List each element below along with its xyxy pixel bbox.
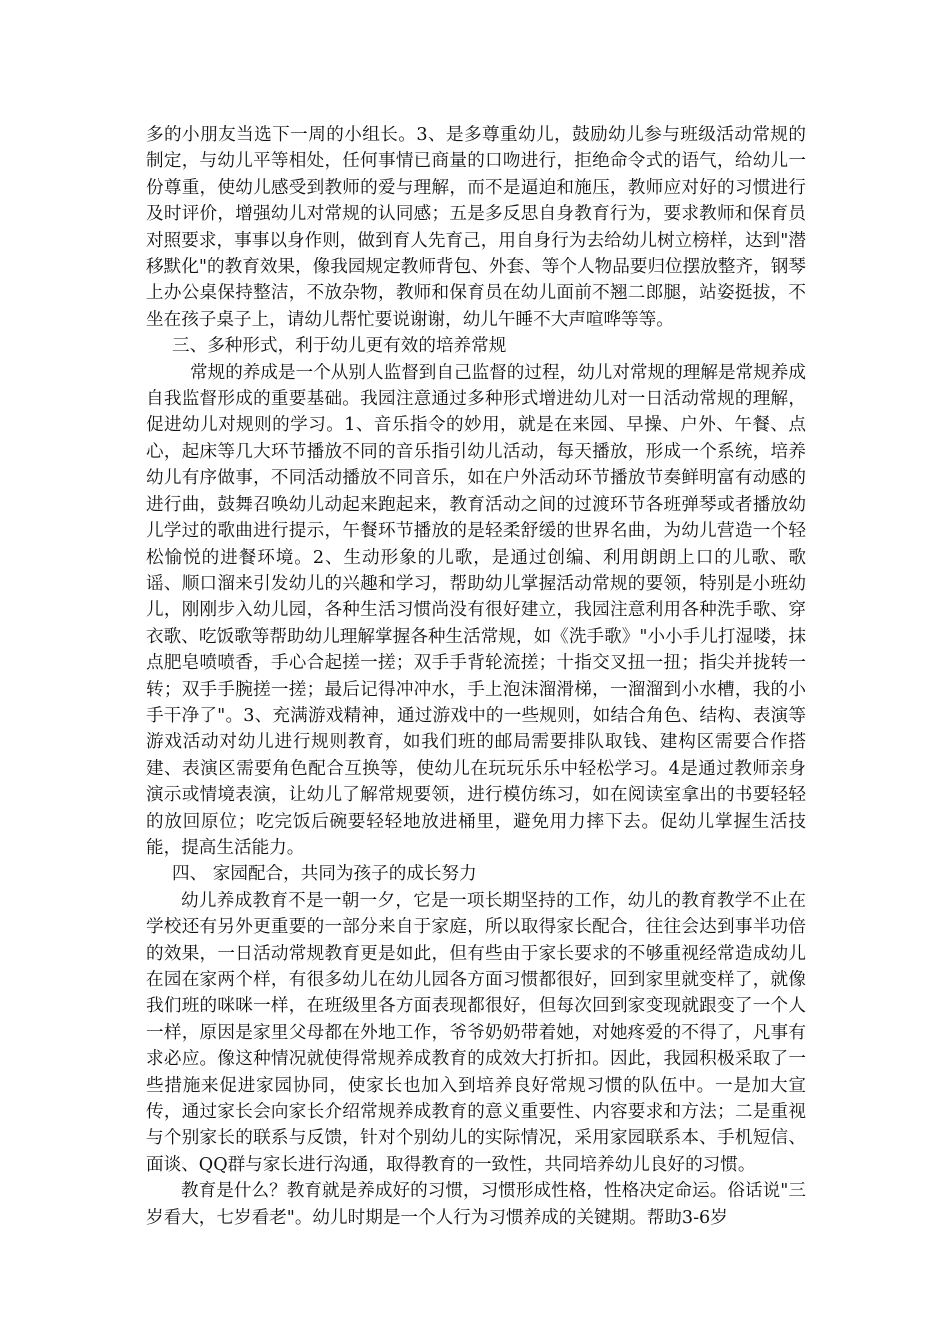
paragraph-education: 教育是什么？教育就是养成好的习惯，习惯形成性格，性格决定命运。俗话说"三岁看大，七岁看老"。幼儿时期是一个人行为习惯养成的关键期。帮助3-6岁 bbox=[146, 1181, 806, 1228]
paragraph-continuation: 多的小朋友当选下一周的小组长。3、是多尊重幼儿，鼓励幼儿参与班级活动常规的制定，与幼儿平等相处，任何事情已商量的口吻进行，拒绝命令式的语气，给幼儿一份尊重，使幼儿感受到教师的爱与理解，而不是逼迫和施压，教师应对好的习惯进行及时评价，增强幼儿对常规的认同感；五是多反思自身教育行为，要求教师和保育员对照要求，事事以身作则，做到育人先育己，用自身行为去给幼儿树立榜样，达到"潜移默化"的教育效果，像我园规定教师背包、外套、等个人物品要归位摆放整齐，钢琴上办公桌保持整洁，不放杂物，教师和保育员在幼儿面前不翘二郎腿，站姿挺拔，不坐在孩子桌子上，请幼儿帮忙要说谢谢，幼儿午睡不大声喧哗等等。 bbox=[146, 125, 806, 330]
paragraph-home-school: 幼儿养成教育不是一朝一夕，它是一项长期坚持的工作，幼儿的教育教学不止在学校还有另外更重要的一部分来自于家庭，所以取得家长配合，往往会达到事半功倍的效果，一日活动常规教育更是如此，但有些由于家长要求的不够重视经常造成幼儿在园在家两个样，有很多幼儿在幼儿园各方面习惯都很好，回到家里就变样了，就像我们班的咪咪一样，在班级里各方面表现都很好，但每次回到家变现就跟变了一个人一样，原因是家里父母都在外地工作，爷爷奶奶带着她，对她疼爱的不得了，凡事有求必应。像这种情况就使得常规养成教育的成效大打折扣。因此，我园积极采取了一些措施来促进家园协同，使家长也加入到培养良好常规习惯的队伍中。一是加大宣传，通过家长会向家长介绍常规养成教育的意义重要性、内容要求和方法；二是重视与个别家长的联系与反馈，针对个别幼儿的实际情况，采用家园联系本、手机短信、面谈、QQ群与家长进行沟通，取得教育的一致性，共同培养幼儿良好的习惯。 bbox=[146, 890, 806, 1175]
section-heading-4: 四、 家园配合，共同为孩子的成长努力 bbox=[172, 864, 477, 885]
paragraph-forms: 常规的养成是一个从别人监督到自己监督的过程，幼儿对常规的理解是常规养成自我监督形成的重要基础。我园注意通过多种形式增进幼儿对一日活动常规的理解，促进幼儿对规则的学习。1、音乐指令的妙用，就是在来园、早操、户外、午餐、点心，起床等几大环节播放不同的音乐指引幼儿活动，每天播放，形成一个系统，培养幼儿有序做事，不同活动播放不同音乐，如在户外活动环节播放节奏鲜明富有动感的进行曲，鼓舞召唤幼儿动起来跑起来，教育活动之间的过渡环节各班弹琴或者播放幼儿学过的歌曲进行提示，午餐环节播放的是轻柔舒缓的世界名曲，为幼儿营造一个轻松愉悦的进餐环境。2、生动形象的儿歌，是通过创编、利用朗朗上口的儿歌、歌谣、顺口溜来引发幼儿的兴趣和学习，帮助幼儿掌握活动常规的要领，特别是小班幼儿，刚刚步入幼儿园，各种生活习惯尚没有很好建立，我园注意利用各种洗手歌、穿衣歌、吃饭歌等帮助幼儿理解掌握各种生活常规，如《洗手歌》"小小手儿打湿喽，抹点肥皂喷喷香，手心合起搓一搓；双手手背轮流搓；十指交叉扭一扭；指尖并拢转一转；双手手腕搓一搓；最后记得冲冲水，手上泡沫溜滑梯，一溜溜到小水槽，我的小手干净了"。3、充满游戏精神，通过游戏中的一些规则，如结合角色、结构、表演等游戏活动对幼儿进行规则教育，如我们班的邮局需要排队取钱、建构区需要合作搭建、表演区需要角色配合互换等，使幼儿在玩玩乐乐中轻松学习。4是通过教师亲身演示或情境表演，让幼儿了解常规要领，进行模仿练习，如在阅读室拿出的书要轻轻的放回原位；吃完饭后碗要轻轻地放进桶里，避免用力摔下去。促幼儿掌握生活技能，提高生活能力。 bbox=[146, 362, 806, 858]
document-body bbox=[146, 122, 806, 1231]
section-heading-3: 三、多种形式，利于幼儿更有效的培养常规 bbox=[172, 336, 507, 357]
